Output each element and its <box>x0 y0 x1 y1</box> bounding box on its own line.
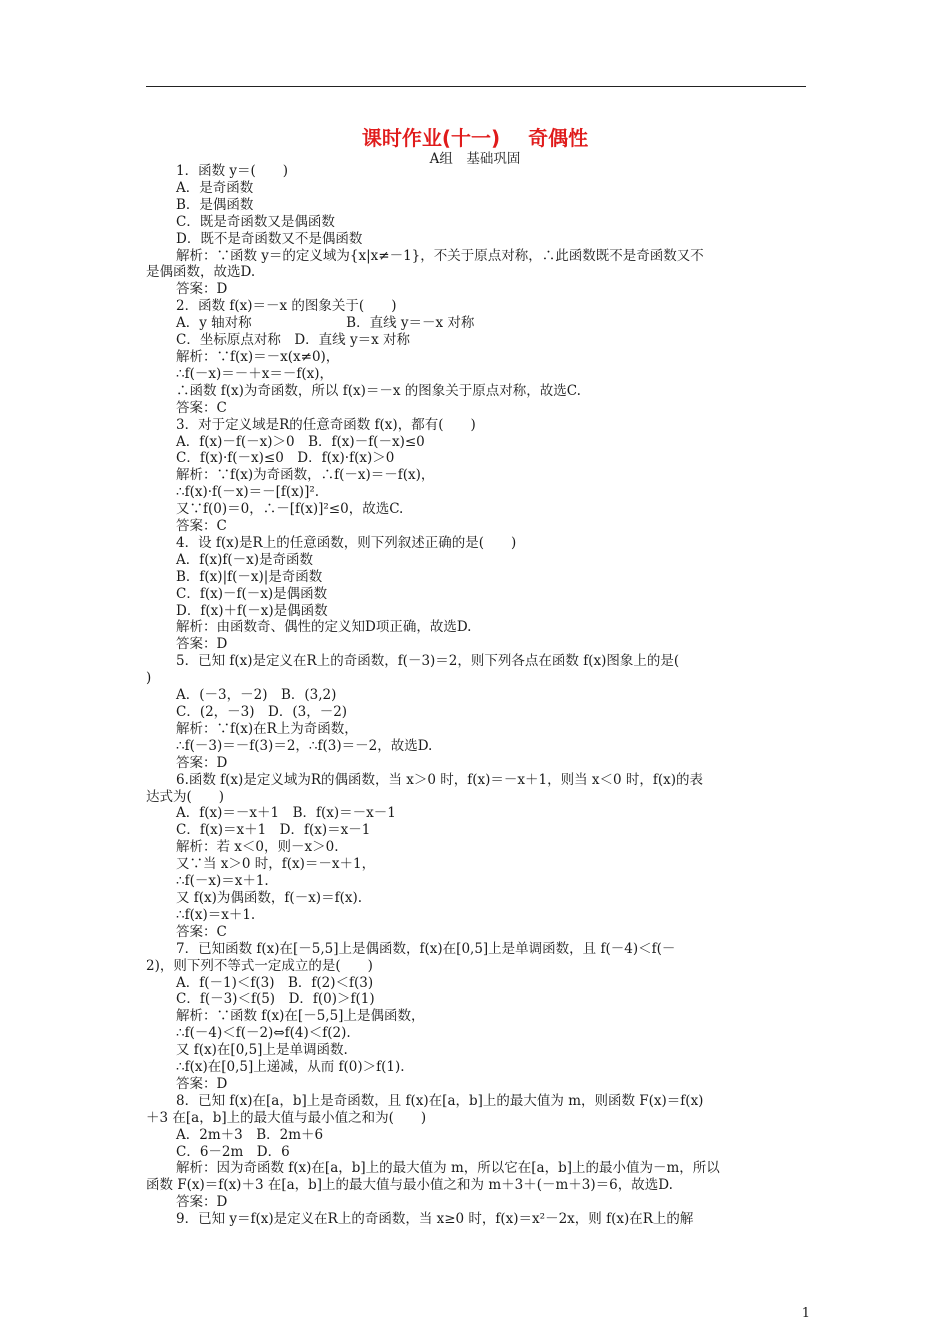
text-line: 2．函数 f(x)＝－x 的图象关于( ) <box>176 298 397 315</box>
text-line: 答案：D <box>176 1075 228 1092</box>
text-line: C．f(x)－f(－x)是偶函数 <box>176 585 328 602</box>
text-line: 8．已知 f(x)在[a，b]上是奇函数，且 f(x)在[a，b]上的最大值为 m，则函数 F(x)＝f(x) <box>176 1092 704 1109</box>
text-line: 又∵当 x＞0 时，f(x)＝－x＋1， <box>176 856 376 873</box>
text-line: A．f(x)－f(－x)＞0 B．f(x)－f(－x)≤0 <box>176 433 425 450</box>
text-line: 解析：∵函数 f(x)在[－5,5]上是偶函数， <box>176 1008 425 1025</box>
text-line: B．是偶函数 <box>176 196 254 213</box>
text-line: ∴f(x)·f(－x)＝－[f(x)]². <box>176 484 320 501</box>
text-line: 又∵f(0)＝0，∴－[f(x)]²≤0，故选C. <box>176 501 404 518</box>
section-subtitle: A组 基础巩固 <box>429 151 521 167</box>
text-line: 答案：D <box>176 281 228 298</box>
text-line: 解析：因为奇函数 f(x)在[a，b]上的最大值为 m，所以它在[a，b]上的最小值为－m，所以 <box>176 1160 720 1177</box>
text-line: A．f(x)f(－x)是奇函数 <box>176 551 314 568</box>
text-line: C．f(x)·f(－x)≤0 D．f(x)·f(x)＞0 <box>176 450 395 467</box>
text-line: B．f(x)|f(－x)|是奇函数 <box>176 568 323 585</box>
text-line: A．2m＋3 B．2m＋6 <box>176 1126 324 1143</box>
title-main: 课时作业(十一) <box>361 126 501 150</box>
text-line: ) <box>146 670 152 687</box>
text-line: A．f(x)＝－x＋1 B．f(x)＝－x－1 <box>176 805 396 822</box>
text-line: A．f(－1)＜f(3) B．f(2)＜f(3) <box>176 974 374 991</box>
text-line: 达式为( ) <box>146 788 225 805</box>
text-line: ∴f(－3)＝－f(3)＝2，∴f(3)＝－2，故选D. <box>176 737 433 754</box>
text-line: A．y 轴对称 B．直线 y＝－x 对称 <box>176 315 475 332</box>
text-line: 答案：C <box>176 518 227 535</box>
text-line: ∴f(－4)＜f(－2)⇔f(4)＜f(2). <box>176 1025 351 1042</box>
text-line: C．6－2m D．6 <box>176 1143 290 1160</box>
page-number: 1 <box>801 1306 810 1321</box>
text-line: C．f(－3)＜f(5) D．f(0)＞f(1) <box>176 991 375 1008</box>
text-line: ∴f(x)＝x＋1. <box>176 906 256 923</box>
title-topic: 奇偶性 <box>528 126 589 150</box>
text-line: 解析：由函数奇、偶性的定义知D项正确，故选D. <box>176 619 472 636</box>
text-line: 答案：D <box>176 754 228 771</box>
text-line: 2)，则下列不等式一定成立的是( ) <box>146 957 373 974</box>
text-line: D．f(x)＋f(－x)是偶函数 <box>176 602 328 619</box>
document-body <box>146 163 808 1228</box>
text-line: 9．已知 y＝f(x)是定义在R上的奇函数，当 x≥0 时，f(x)＝x²－2x，则 f(x)在R上的解 <box>176 1211 694 1228</box>
text-line: 又 f(x)为偶函数，f(－x)＝f(x). <box>176 889 363 906</box>
text-line: 解析：∵f(x)在R上为奇函数， <box>176 720 358 737</box>
text-line: 3．对于定义域是R的任意奇函数 f(x)，都有( ) <box>176 416 476 433</box>
text-line: ＋3 在[a，b]上的最大值与最小值之和为( ) <box>146 1109 427 1126</box>
text-line: 5．已知 f(x)是定义在R上的奇函数，f(－3)＝2，则下列各点在函数 f(x)图象上的是( <box>176 653 680 670</box>
text-line: ∴函数 f(x)为奇函数，所以 f(x)＝－x 的图象关于原点对称，故选C. <box>176 382 581 399</box>
text-line: 6.函数 f(x)是定义域为R的偶函数，当 x＞0 时，f(x)＝－x＋1，则当 x＜0 时，f(x)的表 <box>176 771 704 788</box>
text-line: D．既不是奇函数又不是偶函数 <box>176 230 363 247</box>
text-line: 解析：∵函数 y＝的定义域为{x|x≠－1}，不关于原点对称，∴此函数既不是奇函数又不 <box>176 247 704 264</box>
text-line: A．是奇函数 <box>176 179 254 196</box>
text-line: 4．设 f(x)是R上的任意函数，则下列叙述正确的是( ) <box>176 534 517 551</box>
text-line: 1．函数 y＝( ) <box>176 163 289 179</box>
header-rule <box>146 86 806 87</box>
text-line: 函数 F(x)＝f(x)＋3 在[a，b]上的最大值与最小值之和为 m＋3＋(－m＋3)＝6，故选D. <box>146 1177 673 1194</box>
text-line: 7．已知函数 f(x)在[－5,5]上是偶函数，f(x)在[0,5]上是单调函数，且 f(－4)＜f(－ <box>176 940 676 957</box>
text-line: 解析：∵f(x)为奇函数，∴f(－x)＝－f(x)， <box>176 467 435 484</box>
text-line: C．f(x)＝x＋1 D．f(x)＝x－1 <box>176 822 371 839</box>
text-line: C．(2，－3) D．(3，－2) <box>176 704 348 720</box>
text-line: 答案：D <box>176 1194 228 1211</box>
text-line: ∴f(－x)＝－＋x＝－f(x)， <box>176 365 333 382</box>
text-line: 是偶函数，故选D. <box>146 264 256 281</box>
text-line: ∴f(－x)＝x＋1. <box>176 873 269 890</box>
text-line: 解析：∵f(x)＝－x(x≠0)， <box>176 348 340 365</box>
text-line: C．既是奇函数又是偶函数 <box>176 213 335 230</box>
text-line: A．(－3，－2) B．(3,2) <box>176 687 337 704</box>
text-line: 解析：若 x＜0，则－x＞0. <box>176 839 339 856</box>
text-line: ∴f(x)在[0,5]上递减，从而 f(0)＞f(1). <box>176 1059 405 1076</box>
text-line: 答案：D <box>176 636 228 653</box>
text-line: 答案：C <box>176 399 227 416</box>
text-line: 答案：C <box>176 923 227 940</box>
text-line: 又 f(x)在[0,5]上是单调函数. <box>176 1042 348 1059</box>
text-line: C．坐标原点对称 D．直线 y＝x 对称 <box>176 332 410 349</box>
